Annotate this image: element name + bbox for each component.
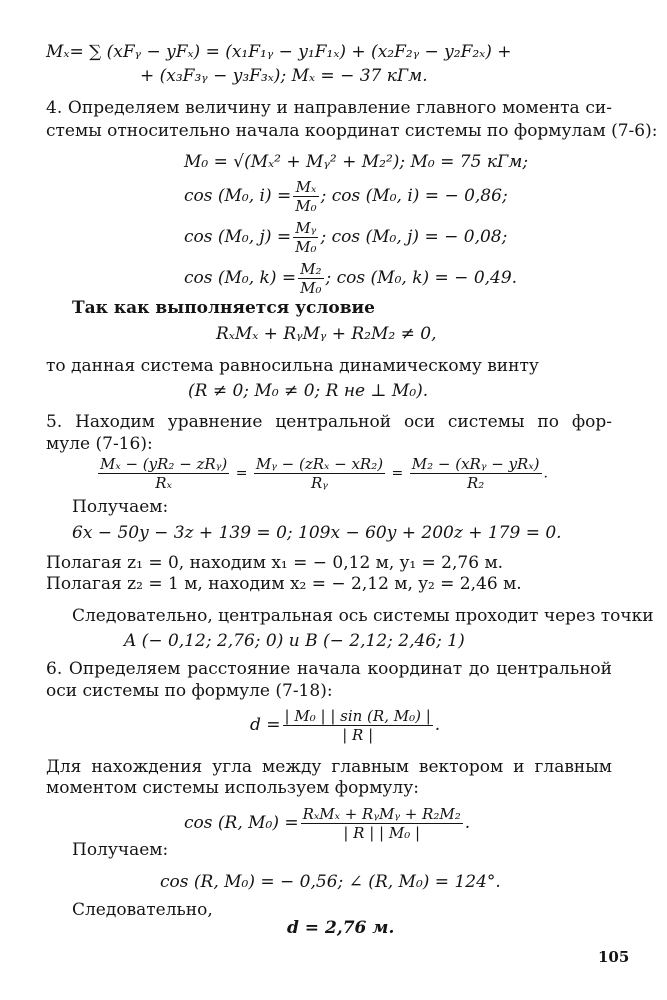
formula-screw-condition: (R ≠ 0; M₀ ≠ 0; R не ⊥ M₀).	[188, 381, 429, 401]
formula-distance: d = $\frac{\text{| M₀ | | sin (R, M₀) |}}{| R |}$ .	[250, 707, 441, 744]
obtained-label-2: Получаем:	[72, 840, 169, 860]
angle-paragraph-line2: моментом системы используем формулу:	[46, 778, 419, 798]
formula-cos-k: cos (M₀, k) = $\frac{\text{M₂}}{\text{M₀}}$ ; cos (M₀, k) = − 0,49.	[184, 260, 518, 297]
formula-cos-j: cos (M₀, j) = $\frac{\text{Mᵧ}}{\text{M₀}}$ ; cos (M₀, j) = − 0,08;	[184, 219, 508, 256]
step4-paragraph-line2: стемы относительно начала координат системы по формулам (7-6):	[46, 121, 658, 141]
page-number: 105	[598, 948, 630, 966]
step5-paragraph-line1: 5. Находим уравнение центральной оси системы по фор-	[46, 412, 612, 432]
consequence-line: Следовательно, центральная ось системы проходит через точки	[72, 606, 654, 626]
formula-cos-r-m0: cos (R, M₀) = $\frac{\text{RₓMₓ + RᵧMᵧ + R₂M₂}}{\text{| R | | M₀ |}}$ .	[184, 805, 471, 842]
formula-axis-equations: 6x − 50y − 3z + 139 = 0; 109x − 60y + 200z + 179 = 0.	[72, 523, 562, 543]
formula-mx-line2: + (x₃F₃ᵧ − y₃F₃ₓ); Mₓ = − 37 кГм.	[140, 66, 428, 86]
consequence-line-2: Следовательно,	[72, 900, 213, 920]
points-line: A (− 0,12; 2,76; 0) и B (− 2,12; 2,46; 1)	[124, 631, 465, 651]
formula-cos-i: cos (M₀, i) = $\frac{\text{Mₓ}}{\text{M₀}}$ ; cos (M₀, i) = − 0,86;	[184, 178, 508, 215]
formula-distance-result: d = 2,76 м.	[287, 918, 395, 938]
formula-m0: M₀ = √(Mₓ² + Mᵧ² + M₂²); M₀ = 75 кГм;	[184, 152, 529, 172]
step5-paragraph-line2: муле (7-16):	[46, 434, 153, 454]
obtained-label-1: Получаем:	[72, 497, 169, 517]
formula-condition: RₓMₓ + RᵧMᵧ + R₂M₂ ≠ 0,	[216, 324, 437, 344]
substitution-line2: Полагая z₂ = 1 м, находим x₂ = − 2,12 м, y₂ = 2,46 м.	[46, 574, 522, 594]
substitution-line1: Полагая z₁ = 0, находим x₁ = − 0,12 м, y₁ = 2,76 м.	[46, 553, 504, 573]
angle-paragraph-line1: Для нахождения угла между главным вектором и главным	[46, 757, 612, 777]
condition-text: то данная система равносильна динамическому винту	[46, 356, 539, 376]
step6-paragraph-line2: оси системы по формуле (7-18):	[46, 681, 333, 701]
formula-mx-line1: Mₓ= ∑ (xFᵧ − yFₓ) = (x₁F₁ᵧ − y₁F₁ₓ) + (x₂F₂ᵧ − y₂F₂ₓ) +	[46, 42, 512, 62]
step6-paragraph-line1: 6. Определяем расстояние начала координат до центральной	[46, 659, 612, 679]
condition-intro: Так как выполняется условие	[72, 298, 375, 318]
formula-cos-result: cos (R, M₀) = − 0,56; ∠ (R, M₀) = 124°.	[160, 872, 501, 892]
formula-central-axis: $\frac{\text{Mₓ − (yR₂ − zRᵧ)}}{\text{Rₓ}}$ = $\frac{\text{Mᵧ − (zRₓ − xR₂)}}{\text{Rᵧ}}$ = $\frac{\text{M₂ − (xRᵧ − yRₓ)}}{\text{R₂}}$ .	[100, 455, 548, 492]
step4-paragraph-line1: 4. Определяем величину и направление главного момента си-	[46, 98, 612, 118]
